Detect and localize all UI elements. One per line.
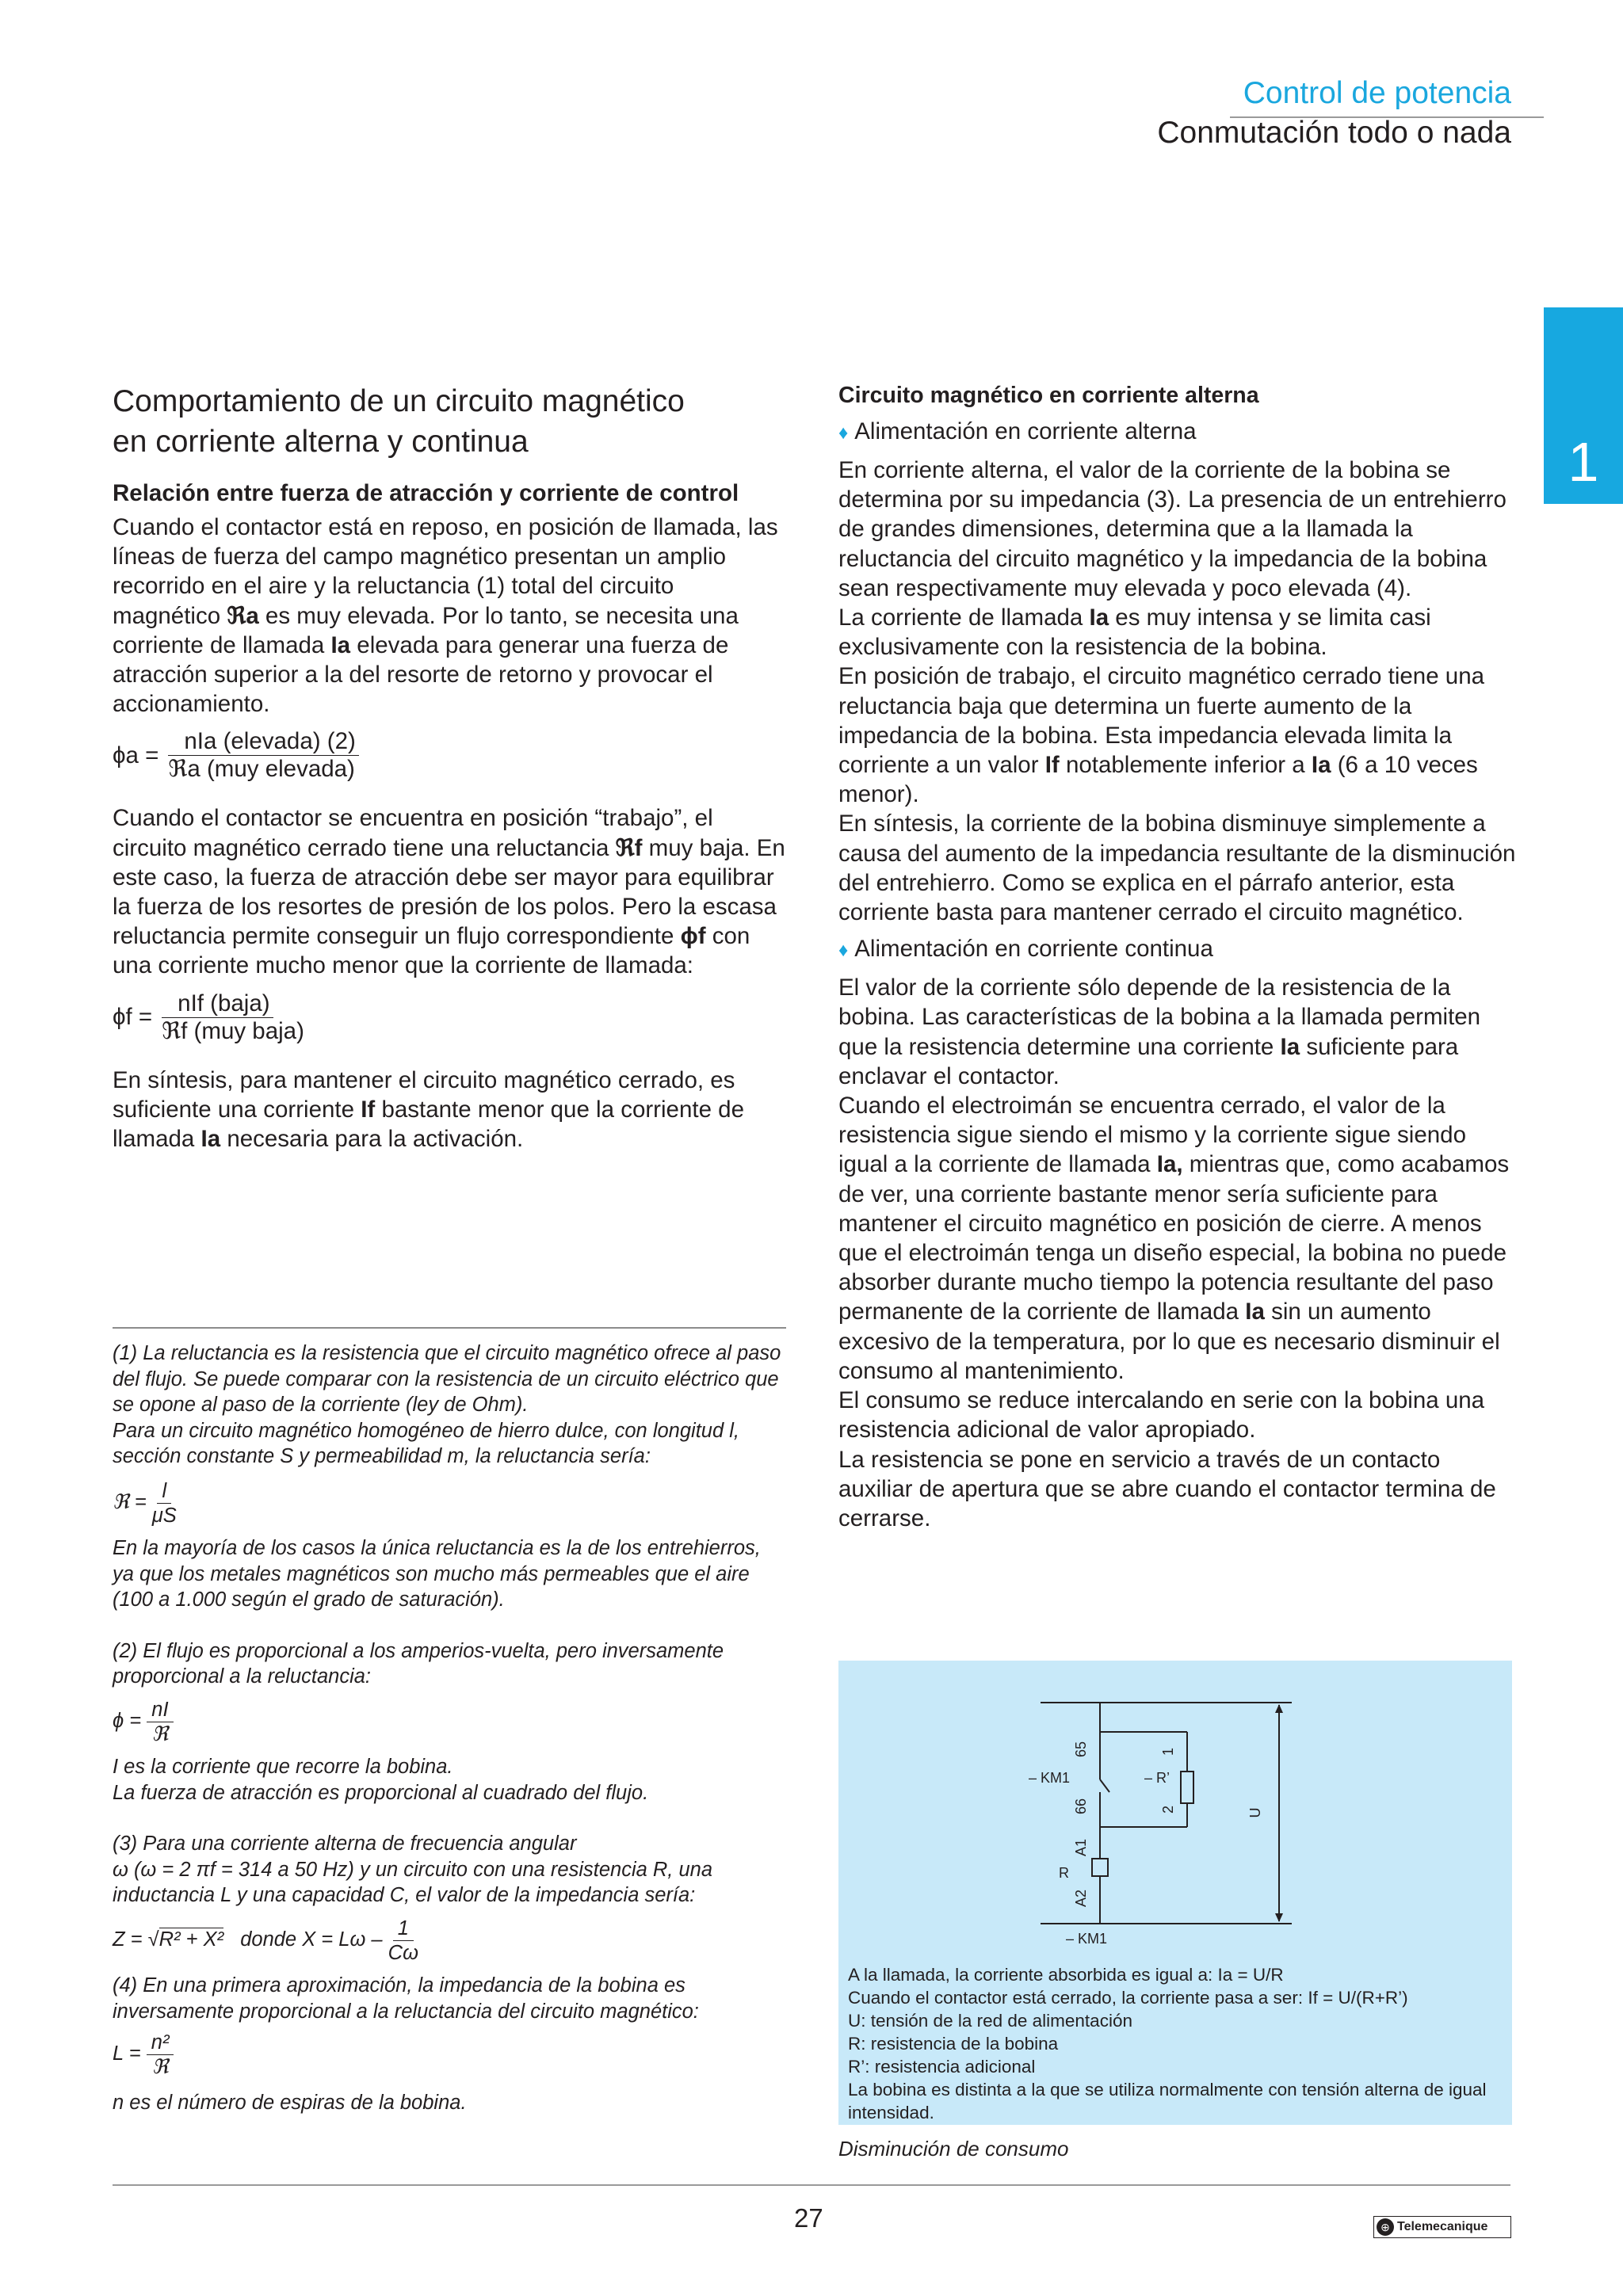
section-title: Control de potencia bbox=[1243, 76, 1511, 110]
footnote-1-equation bbox=[113, 1479, 786, 1527]
text: mientras que, como acabamos de ver, una corriente bastante menor sería suficiente para mantener el circuito magnético en posición de cierre. A menos que el electroimán tenga un diseño especial, la bobina no puede absorber durante mucho tiempo la potencia resultante del paso permanente de la corriente de llamada bbox=[838, 1151, 1510, 1325]
symbol-ia: Ia bbox=[1245, 1299, 1265, 1325]
symbol-reluctance-f: ℜf bbox=[615, 834, 643, 861]
text: Cuando el contactor está en reposo, en posición de llamada, las líneas de fuerza del campo magnético presentan un amplio recorrido en el aire y la reluctancia (1) total del circuito magnético bbox=[113, 514, 778, 629]
main-title bbox=[113, 381, 786, 462]
footnote-1-text: (1) La reluctancia es la resistencia que el circuito magnético ofrece al paso del flujo. Se puede comparar con la resistencia de un circuito eléctrico que se opone al paso de la corriente (ley de Ohm). bbox=[113, 1342, 781, 1417]
footer-divider bbox=[113, 2184, 1510, 2186]
dc-paragraph-2 bbox=[838, 1091, 1520, 1386]
text: bastante menor que la corriente de llamada bbox=[113, 1096, 744, 1153]
fraction bbox=[388, 1917, 418, 1965]
chapter-tab bbox=[1544, 307, 1623, 504]
equation-lhs: ϕf = bbox=[113, 1004, 153, 1031]
text: En posición de trabajo, el circuito magnético cerrado tiene una reluctancia baja que determina un fuerte aumento de la impedancia de la bobina. Esta impedancia elevada limita la corriente a un valor bbox=[838, 663, 1485, 779]
terminal-65: 65 bbox=[1073, 1741, 1089, 1758]
text: (6 a 10 veces menor). bbox=[838, 752, 1478, 808]
ac-paragraph-1: En corriente alterna, el valor de la corriente de la bobina se determina por su impedancia (3). La presencia de un entrehierro de grandes dimensiones, determina que a la llamada la reluctancia del circuito magnético y la impedancia de la bobina sean respectivamente muy elevada y poco elevada (4). bbox=[838, 457, 1507, 601]
caption-line: A la llamada, la corriente absorbida es igual a: Ia = U/R bbox=[848, 1965, 1284, 1985]
paragraph-synthesis bbox=[113, 1066, 786, 1154]
footnotes-divider bbox=[113, 1327, 786, 1329]
denominator: ℜa (muy elevada) bbox=[168, 756, 355, 783]
diamond-bullet-icon: ♦ bbox=[838, 422, 849, 444]
u-arrow-head-up bbox=[1275, 1704, 1283, 1713]
fraction bbox=[168, 728, 358, 783]
terminal-1: 1 bbox=[1160, 1747, 1176, 1756]
footnotes bbox=[113, 1341, 786, 2116]
footnote-3-text: (3) Para una corriente alterna de frecuencia angular bbox=[113, 1833, 577, 1855]
text: Cuando el electroimán se encuentra cerrado, el valor de la resistencia sigue siendo el mismo y la corriente sigue siendo igual a la corriente de llamada bbox=[838, 1093, 1466, 1178]
symbol-ia: Ia bbox=[330, 631, 351, 658]
ac-paragraph-3 bbox=[838, 662, 1520, 809]
right-column bbox=[838, 381, 1520, 1533]
equation-lhs: ℜ = bbox=[113, 1491, 147, 1514]
r-prime-resistor bbox=[1181, 1772, 1193, 1803]
equation-lhs: Z = √ bbox=[113, 1928, 159, 1951]
figure-title: Disminución de consumo bbox=[838, 2137, 1069, 2161]
logo-mark-icon: ⊕ bbox=[1377, 2218, 1394, 2236]
denominator: ℜ bbox=[151, 2056, 169, 2079]
subsection-heading: Relación entre fuerza de atracción y corriente de control bbox=[113, 480, 739, 506]
numerator: 1 bbox=[393, 1917, 414, 1941]
u-arrow-head-down bbox=[1275, 1913, 1283, 1922]
r-prime-label: – R’ bbox=[1144, 1770, 1170, 1786]
symbol-ia: Ia, bbox=[1156, 1151, 1183, 1178]
symbol-ia: Ia bbox=[1280, 1033, 1300, 1060]
text: necesaria para la activación. bbox=[220, 1126, 524, 1153]
dc-paragraph-3: El consumo se reduce intercalando en serie con la bobina una resistencia adicional de valor apropiado. bbox=[838, 1387, 1485, 1444]
footnote-4-equation bbox=[113, 2031, 786, 2079]
numerator: l bbox=[157, 1479, 171, 1504]
footnote-4-text: (4) En una primera aproximación, la impedancia de la bobina es inversamente proporcional a la reluctancia del circuito magnético: bbox=[113, 1974, 699, 2023]
caption-line: R’: resistencia adicional bbox=[848, 2057, 1036, 2077]
symbol-ia: Ia bbox=[1311, 752, 1331, 779]
fraction bbox=[147, 2031, 174, 2079]
figure-panel bbox=[838, 1661, 1512, 2125]
diamond-bullet-icon: ♦ bbox=[838, 940, 849, 962]
fraction bbox=[152, 1479, 177, 1527]
terminal-2: 2 bbox=[1160, 1805, 1176, 1814]
text: El valor de la corriente sólo depende de la resistencia de la bobina. Las características de la bobina a la llamada permiten que la resistencia determine una corriente bbox=[838, 974, 1481, 1060]
figure-caption bbox=[848, 1963, 1506, 2124]
text: suficiente para enclavar el contactor. bbox=[838, 1033, 1459, 1089]
numerator: nI bbox=[147, 1698, 173, 1722]
symbol-reluctance-a: ℜa bbox=[227, 602, 259, 629]
main-title-line2: en corriente alterna y continua bbox=[113, 425, 529, 459]
footnote-2-equation bbox=[113, 1698, 786, 1746]
footnote-3-equation bbox=[113, 1917, 786, 1965]
denominator: ℜ bbox=[151, 1722, 169, 1745]
symbol-ia: Ia bbox=[200, 1126, 221, 1153]
symbol-ia: Ia bbox=[1089, 605, 1109, 631]
page-number: 27 bbox=[794, 2203, 823, 2233]
symbol-if: If bbox=[361, 1096, 376, 1123]
footnote-1-text-b: Para un circuito magnético homogéneo de hierro dulce, con longitud l, sección constante S y permeabilidad m, la reluctancia sería: bbox=[113, 1419, 739, 1468]
fraction bbox=[147, 1698, 173, 1746]
paragraph-rest-position bbox=[113, 513, 786, 719]
terminal-a1: A1 bbox=[1073, 1838, 1089, 1857]
text: Cuando el contactor se encuentra en posición “trabajo”, el circuito magnético cerrado tiene una reluctancia bbox=[113, 805, 713, 861]
caption-line: U: tensión de la red de alimentación bbox=[848, 2011, 1132, 2031]
bullet-label: Alimentación en corriente alterna bbox=[854, 418, 1197, 444]
equation-lhs: L = bbox=[113, 2042, 141, 2065]
text: sin un aumento excesivo de la temperatura, por lo que es necesario disminuir el consumo al mantenimiento. bbox=[838, 1299, 1500, 1384]
equation-phi-a bbox=[113, 728, 786, 783]
terminal-a2: A2 bbox=[1073, 1889, 1089, 1908]
text: notablemente inferior a bbox=[1059, 752, 1312, 779]
equation-lhs: ϕa = bbox=[113, 742, 159, 769]
numerator: n² bbox=[147, 2031, 174, 2055]
telemecanique-logo bbox=[1373, 2216, 1511, 2238]
km1-contact-label: – KM1 bbox=[1029, 1770, 1071, 1786]
main-title-line1: Comportamiento de un circuito magnético bbox=[113, 384, 685, 418]
caption-line: R: resistencia de la bobina bbox=[848, 2034, 1059, 2054]
ac-heading: Circuito magnético en corriente alterna bbox=[838, 383, 1259, 408]
dc-paragraph-1 bbox=[838, 973, 1520, 1091]
voltage-label: U bbox=[1247, 1807, 1263, 1818]
chapter-number: 1 bbox=[1568, 431, 1599, 493]
fraction bbox=[162, 990, 307, 1045]
equation-phi-f bbox=[113, 990, 786, 1045]
ac-paragraph-4: En síntesis, la corriente de la bobina disminuye simplemente a causa del aumento de la impedancia resultante de la disminución del entrehierro. Como se explica en el párrafo anterior, esta corriente basta para mantener cerrado el circuito magnético. bbox=[838, 810, 1516, 926]
footnote-2-text-c: La fuerza de atracción es proporcional al cuadrado del flujo. bbox=[113, 1781, 649, 1804]
subsection-title: Conmutación todo o nada bbox=[1157, 116, 1511, 150]
km1-contact-blade bbox=[1100, 1779, 1109, 1792]
km1-coil-label: – KM1 bbox=[1066, 1931, 1108, 1947]
bullet-label: Alimentación en corriente continua bbox=[854, 936, 1213, 963]
text: con una corriente mucho menor que la corriente de llamada: bbox=[113, 923, 750, 979]
coil-r-label: R bbox=[1059, 1865, 1069, 1881]
denominator: μS bbox=[151, 1504, 177, 1527]
footnote-2-text-b: I es la corriente que recorre la bobina. bbox=[113, 1755, 453, 1778]
bullet-ac bbox=[838, 418, 1520, 448]
equation-mid: donde X = Lω – bbox=[240, 1928, 383, 1951]
ac-paragraph-2 bbox=[838, 603, 1520, 662]
coil-rectangle bbox=[1092, 1859, 1108, 1876]
denominator: Cω bbox=[388, 1941, 418, 1964]
denominator: ℜf (muy baja) bbox=[162, 1017, 304, 1044]
equation-lhs: ϕ = bbox=[113, 1710, 142, 1733]
left-column bbox=[113, 381, 786, 1154]
footnote-3-text-b: ω (ω = 2 πf = 314 a 50 Hz) y un circuito con una resistencia R, una inductancia L y una capacidad C, el valor de la impedancia sería: bbox=[113, 1858, 713, 1907]
paragraph-work-position bbox=[113, 803, 786, 980]
dc-paragraph-4: La resistencia se pone en servicio a través de un contacto auxiliar de apertura que se abre cuando el contactor termina de cerrarse. bbox=[838, 1446, 1496, 1531]
text: es muy elevada. Por lo tanto, se necesita una corriente de llamada bbox=[113, 602, 739, 658]
numerator: nIa (elevada) (2) bbox=[168, 728, 358, 756]
radicand: R² + X² bbox=[158, 1928, 224, 1951]
footnote-1-text-c: En la mayoría de los casos la única reluctancia es la de los entrehierros, ya que los metales magnéticos son mucho más permeables que el aire (100 a 1.000 según el grado de saturación). bbox=[113, 1536, 761, 1611]
circuit-diagram bbox=[838, 1661, 1512, 1962]
caption-line: La bobina es distinta a la que se utiliza normalmente con tensión alterna de igual intensidad. bbox=[848, 2080, 1487, 2122]
caption-line: Cuando el contactor está cerrado, la corriente pasa a ser: If = U/(R+R’) bbox=[848, 1988, 1408, 2008]
bullet-dc bbox=[838, 935, 1520, 965]
symbol-if: If bbox=[1044, 752, 1060, 779]
text: En síntesis, para mantener el circuito magnético cerrado, es suficiente una corriente bbox=[113, 1066, 735, 1123]
text: muy baja. En este caso, la fuerza de atracción debe ser mayor para equilibrar la fuerza de los resortes de presión de los polos. Pero la escasa reluctancia permite conseguir un flujo correspondiente bbox=[113, 834, 785, 950]
footnote-4-text-b: n es el número de espiras de la bobina. bbox=[113, 2092, 467, 2115]
numerator: nIf (baja) bbox=[162, 990, 273, 1018]
terminal-66: 66 bbox=[1073, 1798, 1089, 1815]
text: es muy intensa y se limita casi exclusivamente con la resistencia de la bobina. bbox=[838, 605, 1431, 661]
symbol-phi-f: ϕf bbox=[680, 923, 706, 950]
logo-text: Telemecanique bbox=[1397, 2220, 1488, 2233]
text: La corriente de llamada bbox=[838, 605, 1090, 631]
footnote-2-text: (2) El flujo es proporcional a los amperios-vuelta, pero inversamente proporcional a la reluctancia: bbox=[113, 1639, 724, 1688]
text: elevada para generar una fuerza de atracción superior a la del resorte de retorno y provocar el accionamiento. bbox=[113, 631, 729, 718]
